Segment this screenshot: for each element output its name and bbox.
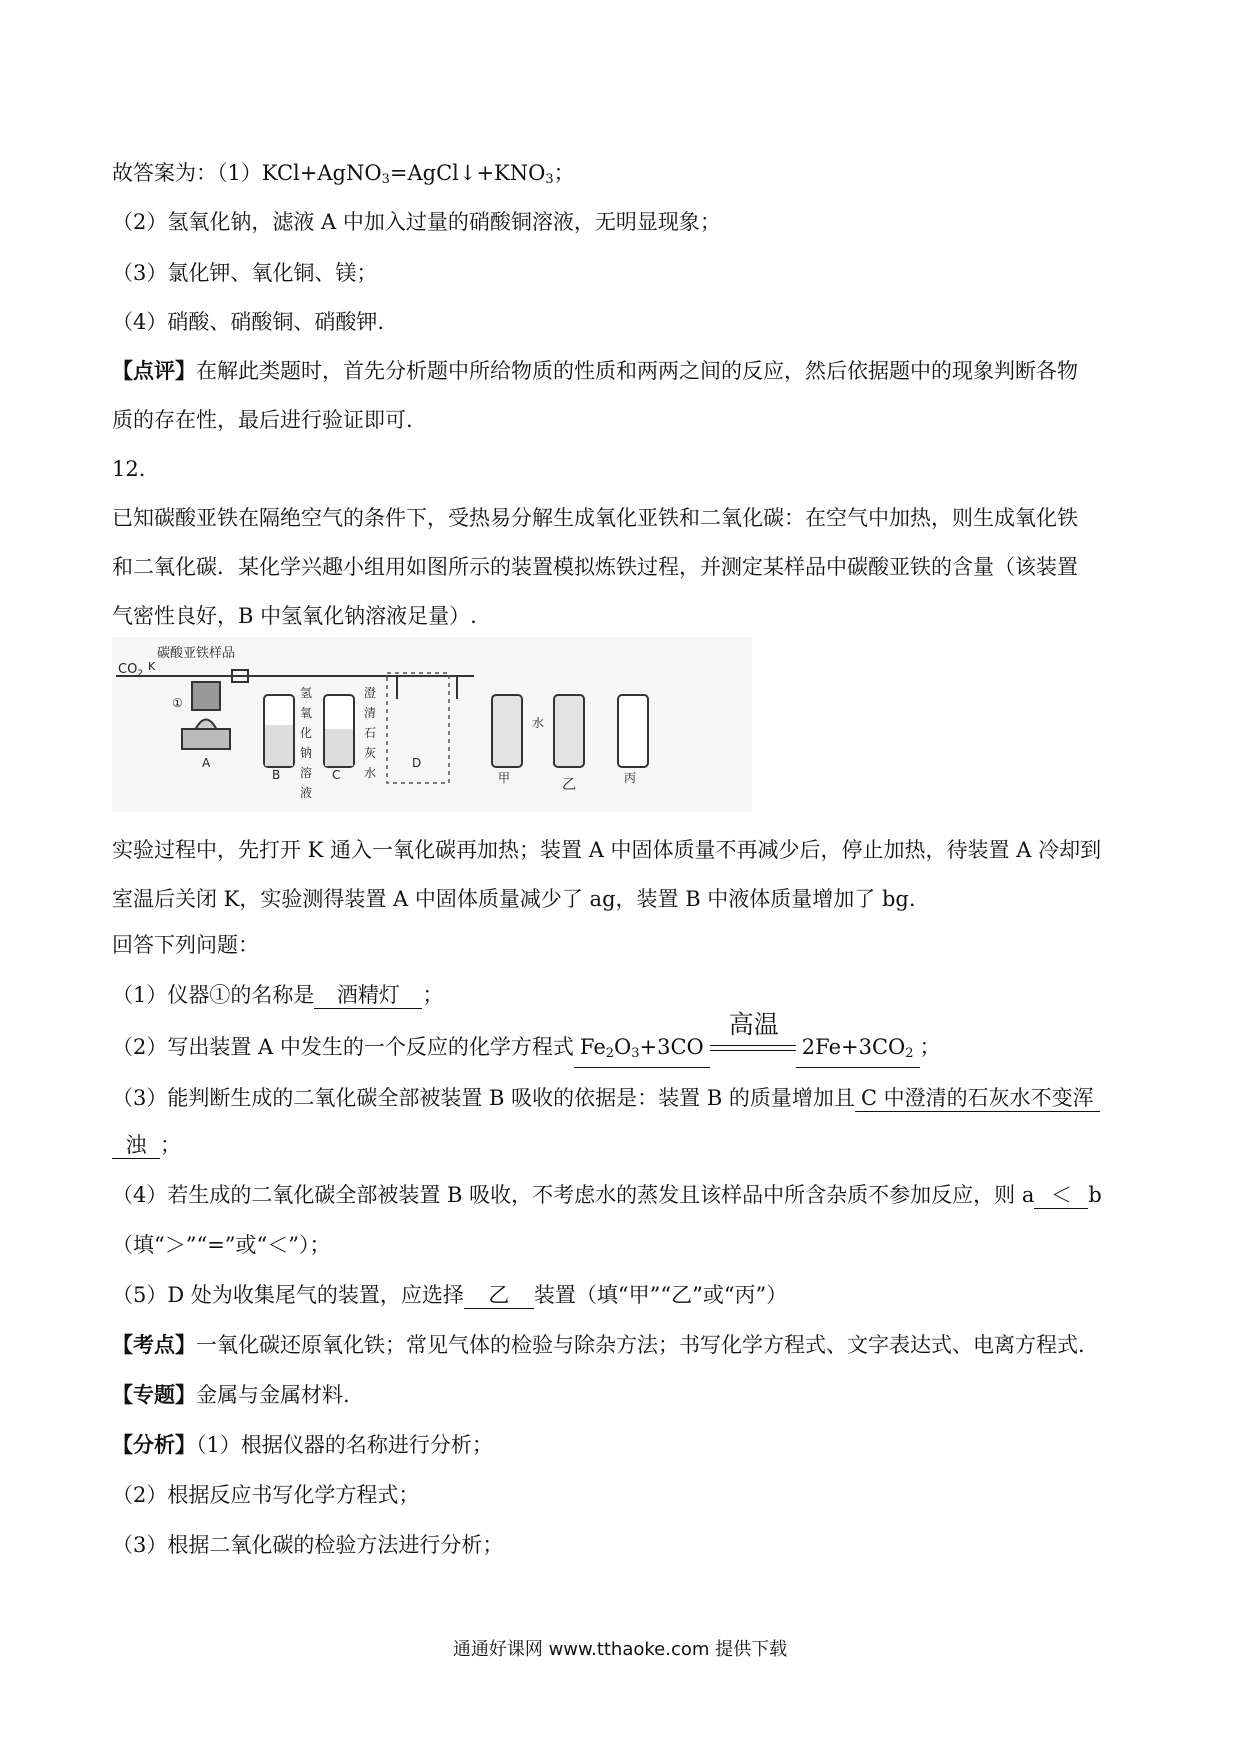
- question-number: 12.: [112, 457, 146, 481]
- label-a: A: [202, 756, 211, 770]
- page-footer: 通通好课网 www.tthaoke.com 提供下载: [452, 1639, 788, 1660]
- label-yi: 乙: [562, 777, 576, 793]
- k-label: K: [148, 660, 156, 673]
- prompt-line: 回答下列问题：: [112, 933, 259, 957]
- q4-line-1: （4）若生成的二氧化碳全部被装置 B 吸收，不考虑水的蒸发且该样品中所含杂质不参加反应，则 a ＜ b: [112, 1183, 1102, 1207]
- q4-answer: ＜: [1034, 1182, 1088, 1209]
- circle-1-label: ①: [172, 696, 183, 710]
- answer-line-4: （4）硝酸、硝酸铜、硝酸钾.: [112, 310, 385, 334]
- label-bing: 丙: [624, 771, 637, 785]
- q3-line-1: （3）能判断生成的二氧化碳全部被装置 B 吸收的依据是：装置 B 的质量增加且 C 中澄清的石灰水不变浑: [112, 1083, 1130, 1113]
- reaction-condition: 高温: [710, 1032, 796, 1062]
- limewater-label: 澄清石灰水: [364, 686, 377, 780]
- answer-line-2: （2）氢氧化钠，滤液 A 中加入过量的硝酸铜溶液，无明显现象；: [112, 210, 721, 234]
- label-b: B: [272, 768, 281, 782]
- fenxi-line-2: （2）根据反应书写化学方程式；: [112, 1483, 420, 1507]
- q5-line: （5）D 处为收集尾气的装置，应选择 乙 装置（填“甲”“乙”或“丙”）: [112, 1283, 788, 1307]
- answer-line-3: （3）氯化钾、氧化铜、镁；: [112, 261, 378, 285]
- comment-line-1: 【点评】在解此类题时，首先分析题中所给物质的性质和两两之间的反应，然后依据题中的现象判断各物: [112, 358, 1078, 383]
- question-stem-3: 气密性良好，B 中氢氧化钠溶液足量）.: [112, 604, 477, 628]
- kaodian-line: 【考点】一氧化碳还原氧化铁；常见气体的检验与除杂方法；书写化学方程式、文字表达式、电离方程式.: [112, 1332, 1085, 1357]
- naoh-label: 氢氧化钠溶液: [300, 686, 313, 800]
- q2-rhs: $2Fe+3CO_2$: [796, 1034, 920, 1068]
- label-d: D: [412, 756, 422, 770]
- fenxi-line-1: 【分析】（1）根据仪器的名称进行分析；: [112, 1432, 493, 1457]
- question-stem-2: 和二氧化碳．某化学兴趣小组用如图所示的装置模拟炼铁过程，并测定某样品中碳酸亚铁的含量（该装置: [112, 555, 1078, 579]
- zhuanti-line: 【专题】金属与金属材料.: [112, 1382, 350, 1407]
- procedure-line-1: 实验过程中，先打开 K 通入一氧化碳再加热；装置 A 中固体质量不再减少后，停止加热，待装置 A 冷却到: [112, 838, 1102, 862]
- question-stem-1: 已知碳酸亚铁在隔绝空气的条件下，受热易分解生成氧化亚铁和二氧化碳：在空气中加热，则生成氧化铁: [112, 506, 1078, 530]
- q2-line: （2）写出装置 A 中发生的一个反应的化学方程式 $Fe_2O_3+3CO$ 高温 $2Fe+3CO_2$ ；: [112, 1032, 1130, 1068]
- q4-line-2: （填“＞”“=”或“＜”）；: [112, 1233, 331, 1257]
- sample-label: 碳酸亚铁样品: [157, 646, 236, 661]
- apparatus-diagram: [112, 637, 752, 812]
- label-c: C: [332, 768, 341, 782]
- q3-answer-part-2: 浊: [112, 1132, 160, 1159]
- answer-line-1: 故答案为：$(1)KCl+AgNO_3=AgCl↓+KNO_3$；: [112, 161, 575, 187]
- q5-answer: 乙: [464, 1282, 534, 1309]
- q1-line: （1）仪器①的名称是 酒精灯 ；: [112, 983, 444, 1007]
- label-water: 水: [532, 716, 545, 730]
- q2-lhs: $Fe_2O_3+3CO$: [574, 1034, 710, 1068]
- comment-line-2: 质的存在性，最后进行验证即可.: [112, 408, 413, 432]
- q1-answer: 酒精灯: [314, 982, 422, 1009]
- fenxi-line-3: （3）根据二氧化碳的检验方法进行分析；: [112, 1533, 504, 1557]
- q3-answer-part-1: C 中澄清的石灰水不变浑: [855, 1085, 1100, 1112]
- co-label: $CO_2$: [118, 662, 144, 679]
- q3-line-2: 浊 ；: [112, 1130, 1130, 1160]
- label-jia: 甲: [498, 771, 511, 785]
- procedure-line-2: 室温后关闭 K，实验测得装置 A 中固体质量减少了 ag，装置 B 中液体质量增加了 bg.: [112, 887, 916, 911]
